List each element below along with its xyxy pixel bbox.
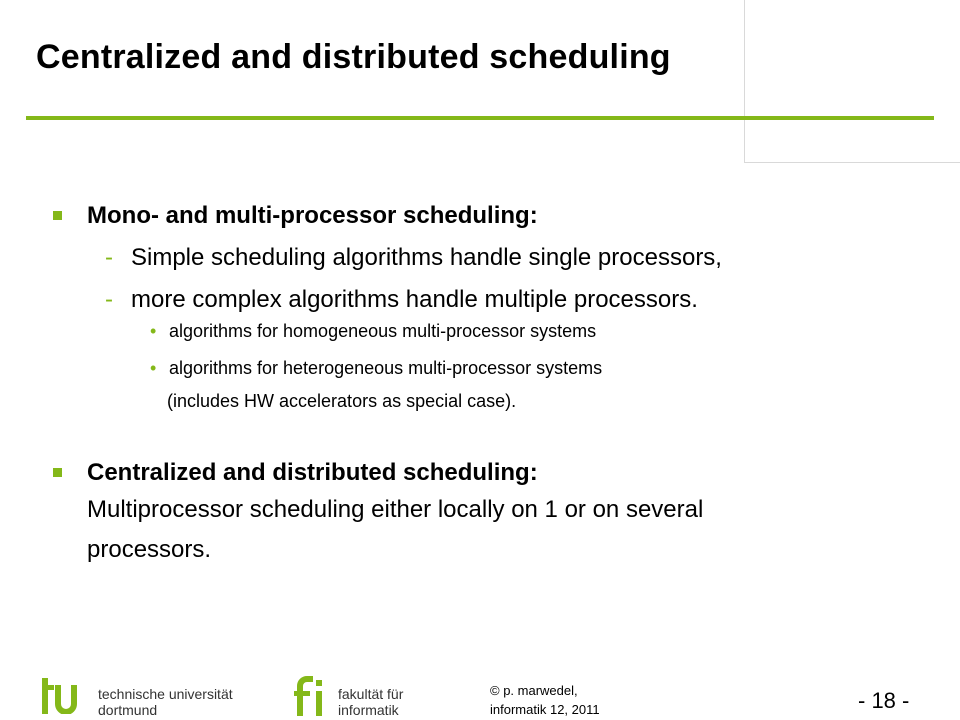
fi-logo-icon	[292, 676, 332, 716]
corner-box	[744, 0, 960, 163]
dot-icon: •	[150, 321, 157, 341]
bullet1-sub2-item3: (includes HW accelerators as special case).	[167, 391, 517, 411]
fi-line2: informatik	[338, 702, 399, 718]
page-title: Centralized and distributed scheduling	[36, 38, 671, 76]
corner-rule	[744, 116, 934, 120]
bullet1-sub1: Simple scheduling algorithms handle single processors,	[131, 244, 722, 271]
bullet1-sub2-item2: algorithms for heterogeneous multi-processor systems	[169, 358, 603, 378]
footer	[0, 668, 960, 720]
bullet1-heading: Mono- and multi-processor scheduling:	[87, 202, 538, 229]
bullet2-heading: Centralized and distributed scheduling:	[87, 459, 538, 486]
author-line2: informatik 12, 2011	[490, 702, 600, 717]
bullet2-line1: Multiprocessor scheduling either locally on 1 or on several	[87, 496, 704, 523]
bullet1-sub2: more complex algorithms handle multiple processors.	[131, 286, 698, 313]
tu-logo-icon	[42, 678, 90, 714]
author-line1: © p. marwedel,	[490, 683, 578, 698]
bullet-square-icon	[53, 468, 62, 477]
bullet2-line2: processors.	[87, 536, 212, 563]
fi-line1: fakultät für	[338, 686, 404, 702]
bullet-square-icon	[53, 211, 62, 220]
page-number: - 18 -	[858, 688, 910, 713]
dash-icon: -	[105, 286, 113, 313]
dot-icon: •	[150, 358, 157, 378]
tu-line2: dortmund	[98, 702, 158, 718]
bullet1-sub2-item1: algorithms for homogeneous multi-processor systems	[169, 321, 597, 341]
tu-line1: technische universität	[98, 686, 233, 702]
dash-icon: -	[105, 244, 113, 271]
